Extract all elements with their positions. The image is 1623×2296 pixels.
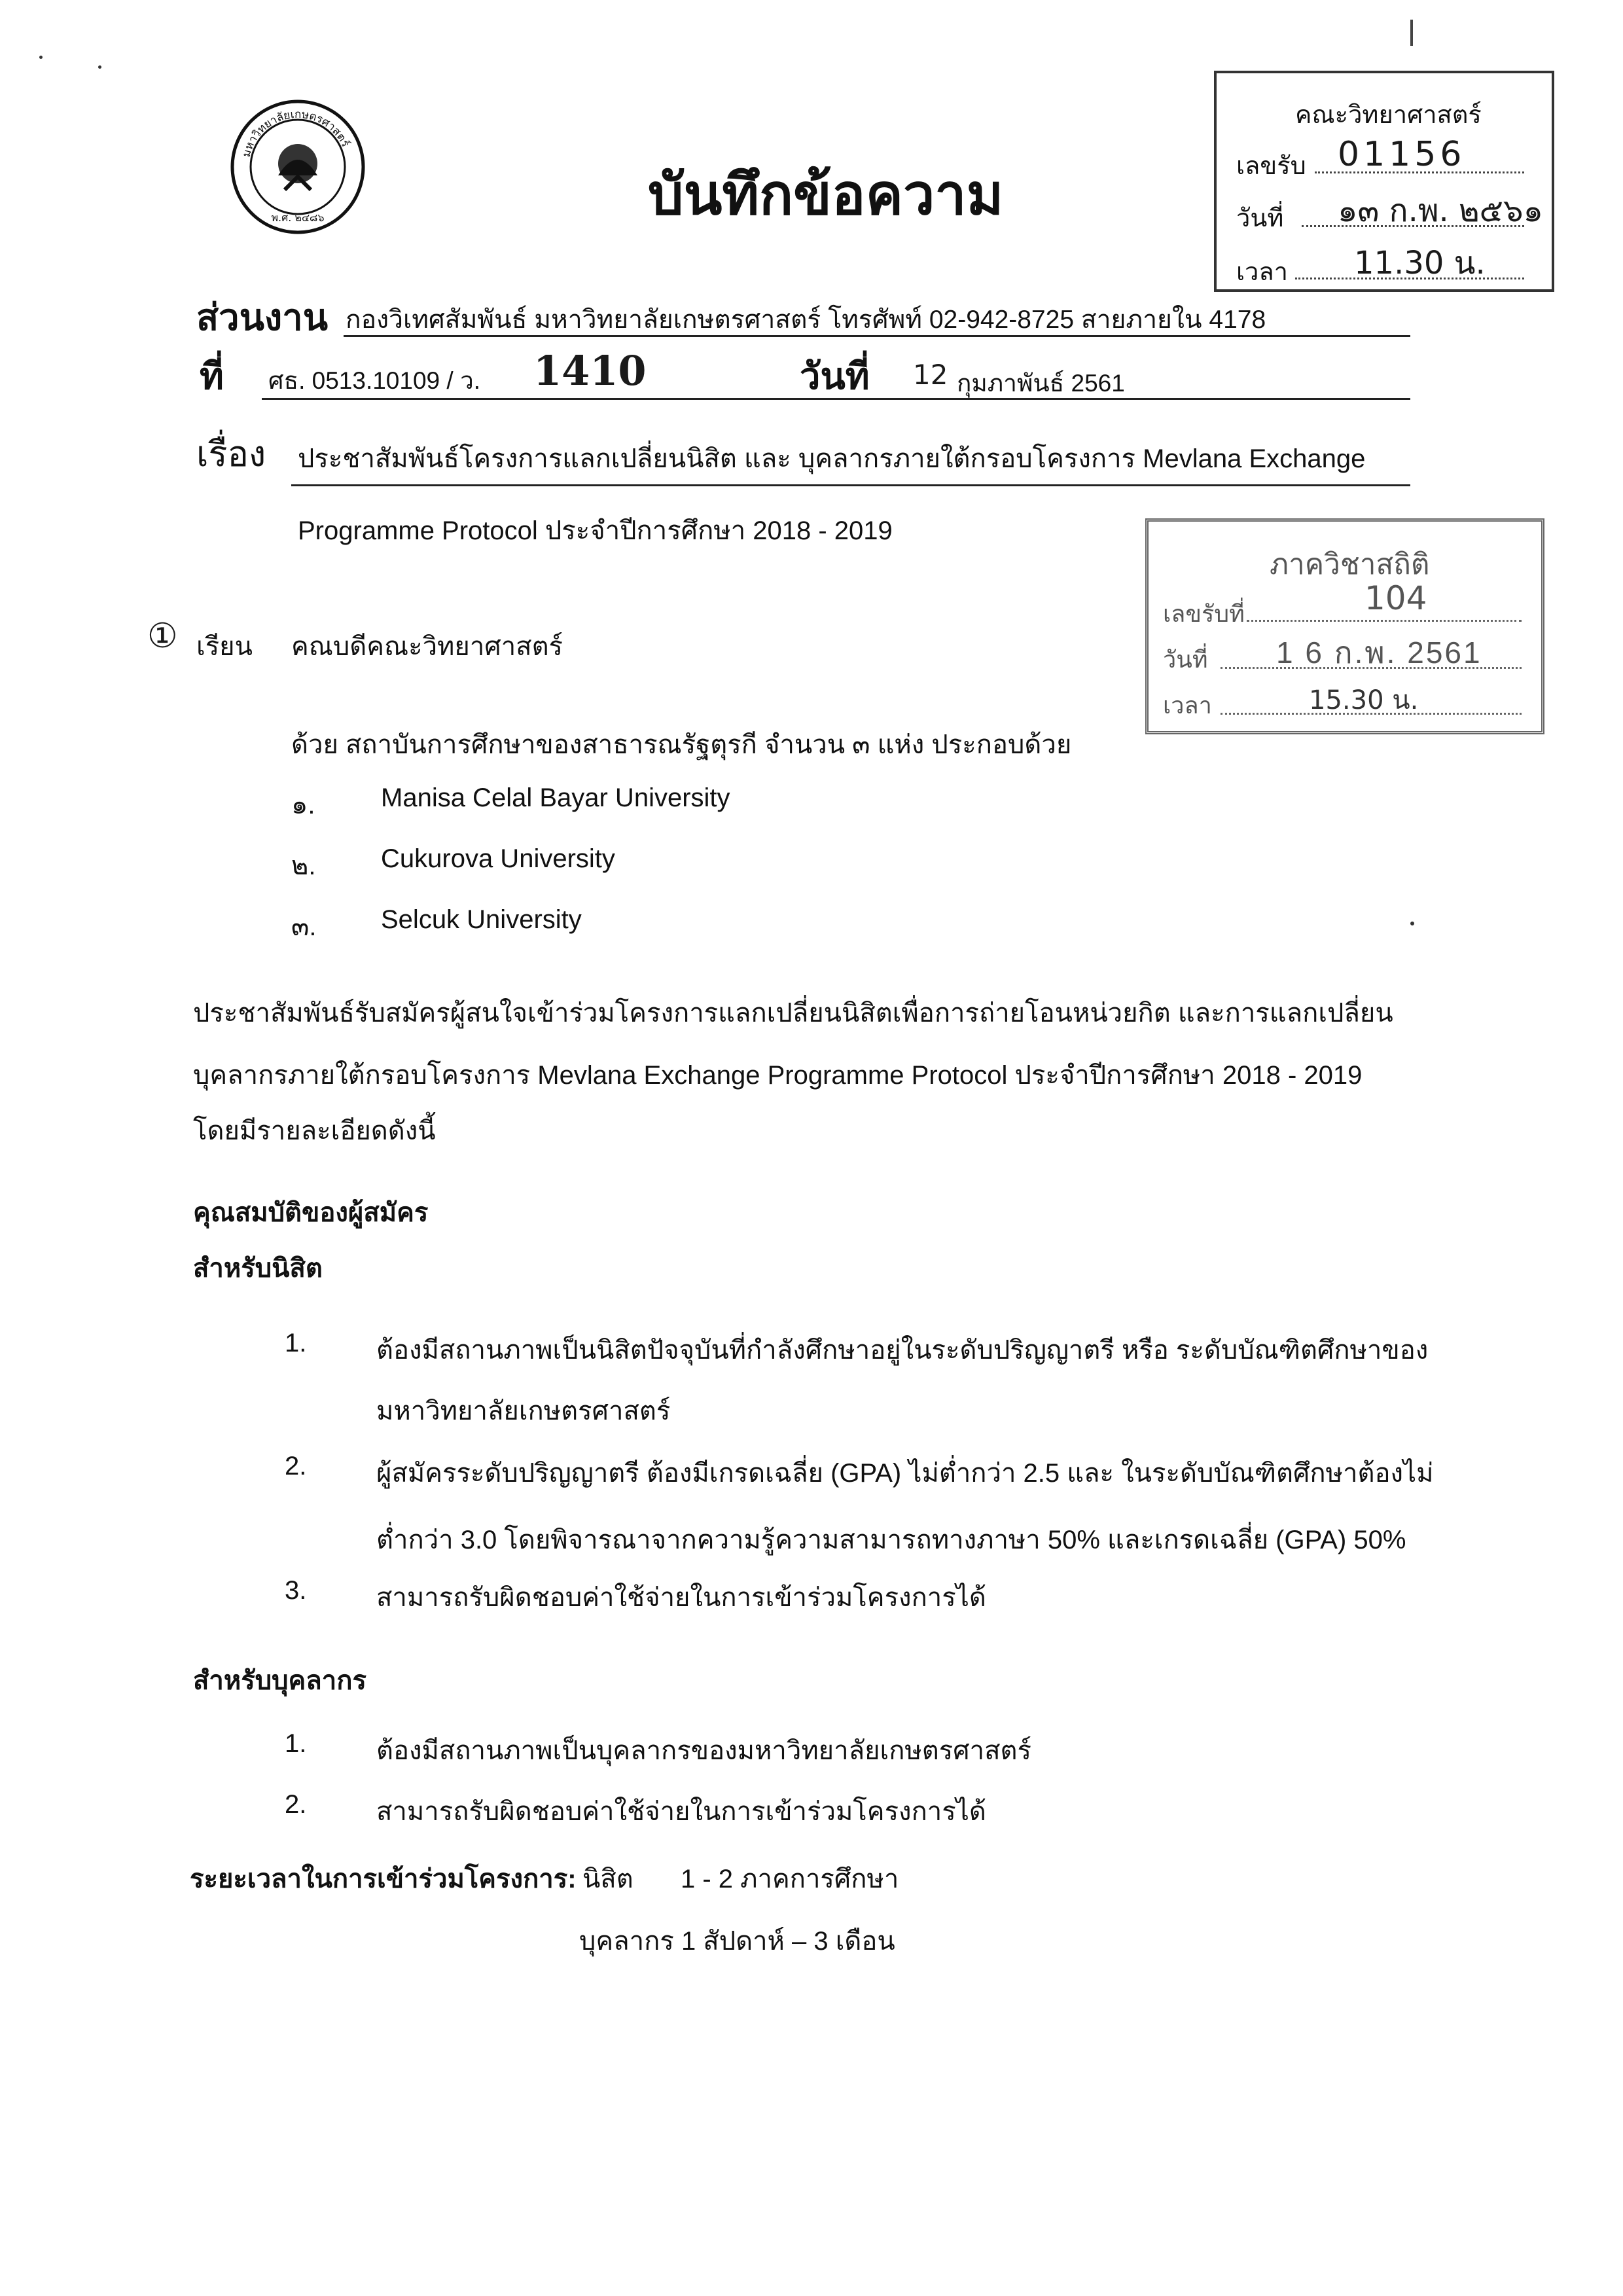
scan-speck [98, 65, 101, 69]
students-heading: สำหรับนิสิต [193, 1254, 323, 1283]
student-item-line1: สามารถรับผิดชอบค่าใช้จ่ายในการเข้าร่วมโครงการได้ [376, 1583, 986, 1612]
document-title: บันทึกข้อความ [648, 164, 1004, 226]
stamp-date-value: ๑๓ ก.พ. ๒๕๖๑ [1338, 192, 1543, 229]
university-seal [229, 98, 366, 236]
student-item-num: 1. [285, 1329, 307, 1357]
staff-item-text: สามารถรับผิดชอบค่าใช้จ่ายในการเข้าร่วมโครงการได้ [376, 1797, 986, 1826]
seal-year: พ.ศ. ๒๔๘๖ [271, 211, 325, 224]
stamp-time-label: เวลา [1236, 259, 1288, 286]
subject-line1: ประชาสัมพันธ์โครงการแลกเปลี่ยนนิสิต และ บุคลากรภายใต้กรอบโครงการ Mevlana Exchange [298, 444, 1366, 473]
stamp-time-value: 15.30 น. [1309, 685, 1419, 715]
paragraph-line: โดยมีรายละเอียดดังนี้ [193, 1117, 436, 1145]
student-item-line1: ผู้สมัครระดับปริญญาตรี ต้องมีเกรดเฉลี่ย (GPA) ไม่ต่ำกว่า 2.5 และ ในระดับบัณฑิตศึกษาต้องไม่ [376, 1459, 1434, 1488]
duration-staff-value: บุคลากร 1 สัปดาห์ – 3 เดือน [579, 1927, 895, 1956]
scan-speck [39, 56, 43, 59]
ref-value: ศธ. 0513.10109 / ว. [268, 367, 481, 394]
stamp-time-value: 11.30 น. [1354, 245, 1486, 281]
student-item-num: 2. [285, 1452, 307, 1480]
student-item-line2: มหาวิทยาลัยเกษตรศาสตร์ [376, 1397, 671, 1426]
university-num: ๒. [291, 852, 316, 880]
stamp-heading: ภาควิชาสถิติ [1270, 548, 1430, 581]
date-day: 12 [913, 359, 948, 391]
university-num: ๑. [291, 791, 315, 819]
stamp-date-label: วันที่ [1163, 646, 1208, 673]
stamp-number-label: เลขรับที่ [1163, 600, 1245, 627]
university-name: Selcuk University [381, 905, 582, 934]
duration-student-value: 1 - 2 ภาคการศึกษา [681, 1865, 899, 1893]
staff-item-text: ต้องมีสถานภาพเป็นบุคลากรของมหาวิทยาลัยเกษตรศาสตร์ [376, 1736, 1031, 1765]
scan-speck [1410, 922, 1414, 925]
department-receipt-stamp [1145, 518, 1544, 734]
student-item-line1: ต้องมีสถานภาพเป็นนิสิตปัจจุบันที่กำลังศึกษาอยู่ในระดับปริญญาตรี หรือ ระดับบัณฑิตศึกษาของ [376, 1336, 1429, 1365]
duration-label: ระยะเวลาในการเข้าร่วมโครงการ: [190, 1865, 577, 1893]
stamp-date-label: วันที่ [1236, 205, 1284, 232]
staff-item-num: 1. [285, 1729, 307, 1758]
stamp-time-label: เวลา [1163, 692, 1212, 719]
salutation-value: คณบดีคณะวิทยาศาสตร์ [291, 632, 563, 661]
ref-label: ที่ [200, 355, 224, 397]
seal-arc-text: มหาวิทยาลัยเกษตรศาสตร์ [240, 107, 352, 159]
ref-number: 1410 [533, 347, 647, 395]
university-name: Cukurova University [381, 844, 615, 873]
division-label: ส่วนงาน [196, 296, 328, 338]
date-value: กุมภาพันธ์ 2561 [957, 370, 1125, 397]
stamp-number-value: 104 [1364, 579, 1427, 617]
stamp-heading: คณะวิทยาศาสตร์ [1295, 101, 1482, 129]
paragraph-line: ประชาสัมพันธ์รับสมัครผู้สนใจเข้าร่วมโครงการแลกเปลี่ยนนิสิตเพื่อการถ่ายโอนหน่วยกิต และการแลกเปลี่ยน [193, 999, 1393, 1028]
stamp-number-label: เลขรับ [1236, 152, 1306, 180]
subject-label: เรื่อง [196, 435, 266, 474]
intro-text: ด้วย สถาบันการศึกษาของสาธารณรัฐตุรกี จำนวน ๓ แห่ง ประกอบด้วย [291, 730, 1072, 759]
staff-heading: สำหรับบุคลากร [193, 1666, 366, 1695]
staff-item-num: 2. [285, 1790, 307, 1819]
date-label: วันที่ [800, 355, 870, 397]
stamp-number-value: 01156 [1338, 135, 1466, 174]
qualifications-heading: คุณสมบัติของผู้สมัคร [193, 1198, 429, 1227]
paragraph-line: บุคลากรภายใต้กรอบโครงการ Mevlana Exchange Programme Protocol ประจำปีการศึกษา 2018 - 2019 [193, 1061, 1363, 1090]
student-item-num: 3. [285, 1576, 307, 1605]
division-value: กองวิเทศสัมพันธ์ มหาวิทยาลัยเกษตรศาสตร์ โทรศัพท์ 02-942-8725 สายภายใน 4178 [346, 306, 1266, 334]
subject-line2: Programme Protocol ประจำปีการศึกษา 2018 - 2019 [298, 516, 893, 545]
faculty-receipt-stamp [1214, 71, 1554, 292]
stamp-date-value: 1 6 ก.พ. 2561 [1276, 636, 1482, 670]
duration-student-label: นิสิต [582, 1865, 633, 1893]
university-num: ๓. [291, 912, 317, 941]
university-name: Manisa Celal Bayar University [381, 783, 730, 812]
salutation-label: เรียน [196, 632, 253, 661]
student-item-line2: ต่ำกว่า 3.0 โดยพิจารณาจากความรู้ความสามารถทางภาษา 50% และเกรดเฉลี่ย (GPA) 50% [376, 1526, 1406, 1554]
scan-speck [1410, 20, 1413, 46]
salutation-mark: ① [147, 617, 178, 656]
